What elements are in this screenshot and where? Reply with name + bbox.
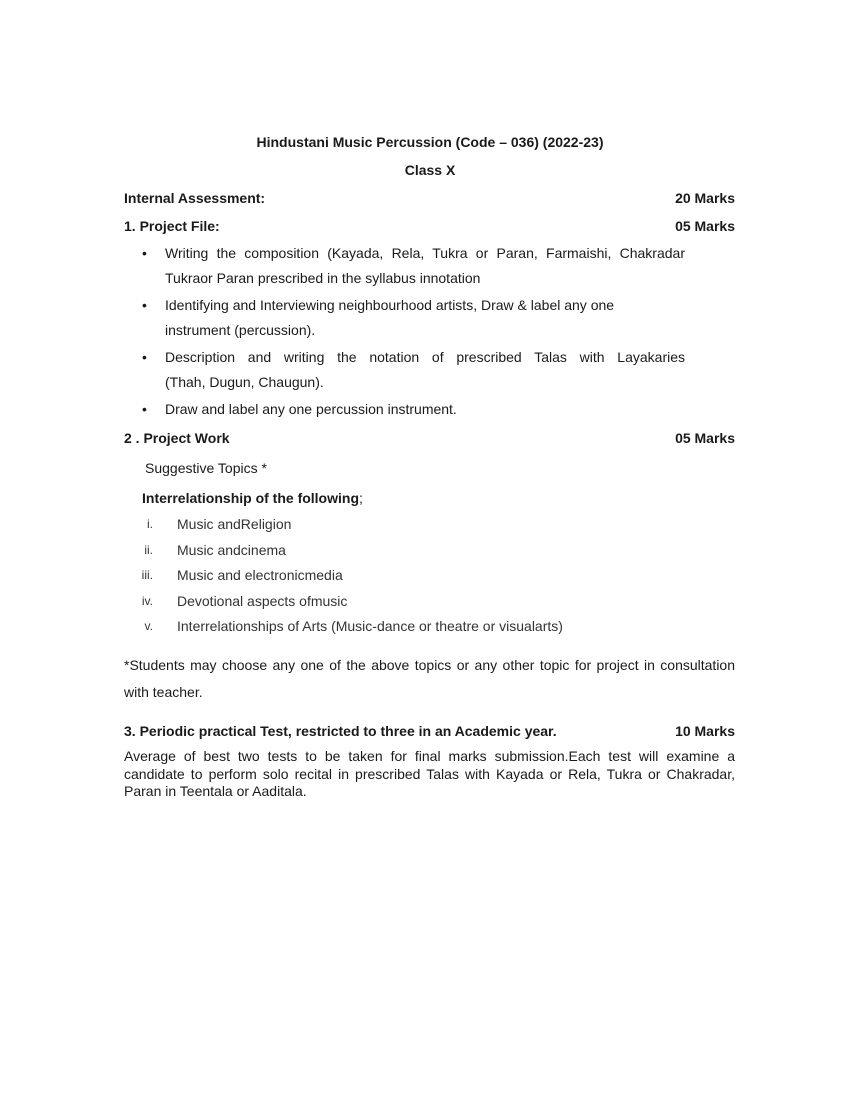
interrelationship-bold: Interrelationship of the following <box>142 490 359 506</box>
bullet-icon: • <box>142 401 147 417</box>
project-file-label: 1. Project File: <box>124 218 220 234</box>
bullet-icon: • <box>142 349 147 365</box>
project-work-marks: 05 Marks <box>675 430 735 446</box>
bullet-icon: • <box>142 245 147 261</box>
project-note: *Students may choose any one of the above topics or any other topic for project in consultation with teacher. <box>124 657 735 700</box>
practical-test-row <box>124 723 735 739</box>
project-file-marks: 05 Marks <box>675 218 735 234</box>
practical-test-description: Average of best two tests to be taken for final marks submission.Each test will examine a candidate to perform solo recital in prescribed Talas with Kayada or Rela, Tukra or Chakradar, Paran in Teentala or Aaditala. <box>124 748 735 799</box>
topic-text: Interrelationships of Arts (Music-dance or theatre or visualarts) <box>177 618 563 634</box>
bullet-line: Draw and label any one percussion instrument. <box>165 401 457 417</box>
interrelationship-tail: ; <box>359 490 363 506</box>
practical-test-label: 3. Periodic practical Test, restricted to three in an Academic year. <box>124 723 557 739</box>
topic-number: i. <box>147 517 153 531</box>
topic-item <box>130 538 630 564</box>
bullet-line: (Thah, Dugun, Chaugun). <box>165 374 324 390</box>
topic-number: iii. <box>141 568 153 582</box>
bullet-line: Description and writing the notation of prescribed Talas with Layakaries <box>165 349 685 365</box>
topic-number: v. <box>144 619 153 633</box>
internal-assessment-label: Internal Assessment: <box>124 190 266 206</box>
bullet-line: Tukraor Paran prescribed in the syllabus innotation <box>165 270 481 286</box>
topic-text: Music andReligion <box>177 516 292 532</box>
suggestive-topics: Suggestive Topics * <box>145 460 267 476</box>
bullet-line: Writing the composition (Kayada, Rela, Tukra or Paran, Farmaishi, Chakradar <box>165 245 685 261</box>
topic-text: Devotional aspects ofmusic <box>177 592 348 609</box>
topic-text: Music andcinema <box>177 541 286 558</box>
bullet-item <box>140 397 685 422</box>
class-heading: Class X <box>404 162 456 178</box>
project-file-row <box>124 218 735 234</box>
bullet-item <box>140 293 685 343</box>
internal-assessment-row <box>124 190 735 206</box>
bullet-item <box>140 345 685 395</box>
topic-item <box>130 614 630 640</box>
bullet-item <box>140 241 685 291</box>
interrelationship-heading <box>142 490 363 506</box>
bullet-icon: • <box>142 297 147 313</box>
topic-item <box>130 589 630 615</box>
document-title: Hindustani Music Percussion (Code – 036) (2022-23) <box>256 134 604 150</box>
internal-assessment-marks: 20 Marks <box>675 190 735 206</box>
project-work-label: 2 . Project Work <box>124 430 230 446</box>
project-file-bullets <box>140 241 685 424</box>
topics-list <box>130 512 630 640</box>
practical-test-marks: 10 Marks <box>675 723 735 739</box>
topic-number: ii. <box>144 542 153 557</box>
topic-item <box>130 563 630 589</box>
topic-item <box>130 512 630 538</box>
topic-number: iv. <box>141 593 153 608</box>
bullet-line: instrument (percussion). <box>165 322 316 338</box>
bullet-line: Identifying and Interviewing neighbourhood artists, Draw & label any one <box>165 297 615 313</box>
project-work-row <box>124 430 735 446</box>
topic-text: Music and electronicmedia <box>177 567 343 583</box>
